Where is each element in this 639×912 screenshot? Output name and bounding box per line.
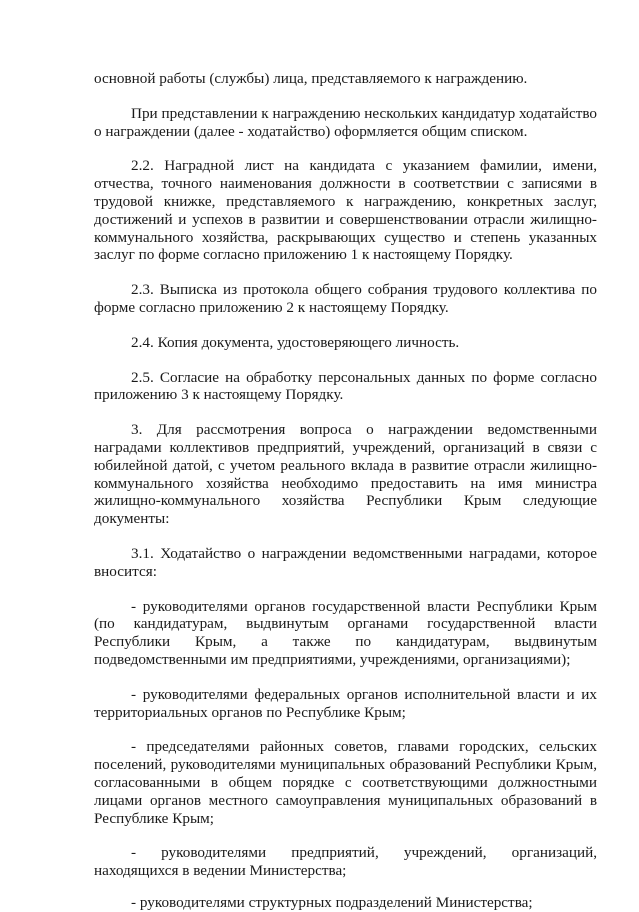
- paragraph-2-4-id-copy: 2.4. Копия документа, удостоверяющего личность.: [131, 333, 460, 351]
- list-item-enterprise-heads: - руководителями предприятий, учреждений, организаций, находящихся в ведении Министерства;: [94, 844, 597, 880]
- paragraph-3-collective-awards: 3. Для рассмотрения вопроса о награждении ведомственными наградами коллективов предприятий, учреждений, организаций в связи с юбилейной датой, с учетом реального вклада в развитие отрасли жилищно-коммунального хозяйства необходимо предоставить на имя министра жилищно-коммунального хозяйства Республики Крым следующие документы:: [94, 421, 597, 528]
- list-item-ministry-units: - руководителями структурных подразделений Министерства;: [131, 893, 533, 911]
- paragraph-general-list: При представлении к награждению нескольких кандидатур ходатайство о награждении (далее - ходатайство) оформляется общим списком.: [94, 104, 597, 140]
- list-item-state-authorities: - руководителями органов государственной власти Республики Крым (по кандидатурам, выдвинутым органами государственной власти Республики Крым, а также по кандидатурам, выдвинутым подведомственными им предприятиями, учреждениями, организациями);: [94, 597, 597, 668]
- paragraph-2-2-award-sheet: 2.2. Наградной лист на кандидата с указанием фамилии, имени, отчества, точного наименования должности в соответствии с записями в трудовой книжке, представляемого к награждению, конкретных заслуг, достижений и успехов в развитии и совершенствовании отрасли жилищно-коммунального хозяйства, раскрывающих существо и степень указанных заслуг по форме согласно приложению 1 к настоящему Порядку.: [94, 157, 597, 264]
- list-item-municipal-heads: - председателями районных советов, главами городских, сельских поселений, руководителями муниципальных образований Республики Крым, согласованными в общем порядке с соответствующими должностными лицами органов местного самоуправления муниципальных образований в Республике Крым;: [94, 738, 597, 827]
- paragraph-2-3-protocol-extract: 2.3. Выписка из протокола общего собрания трудового коллектива по форме согласно приложению 2 к настоящему Порядку.: [94, 281, 597, 316]
- paragraph-3-1-petition: 3.1. Ходатайство о награждении ведомственными наградами, которое вносится:: [94, 544, 597, 580]
- paragraph-2-5-data-consent: 2.5. Согласие на обработку персональных данных по форме согласно приложению 3 к настоящему Порядку.: [94, 368, 597, 404]
- list-item-federal-authorities: - руководителями федеральных органов исполнительной власти и их территориальных органов по Республике Крым;: [94, 685, 597, 721]
- paragraph-main-work: основной работы (службы) лица, представляемого к награждению.: [94, 70, 528, 87]
